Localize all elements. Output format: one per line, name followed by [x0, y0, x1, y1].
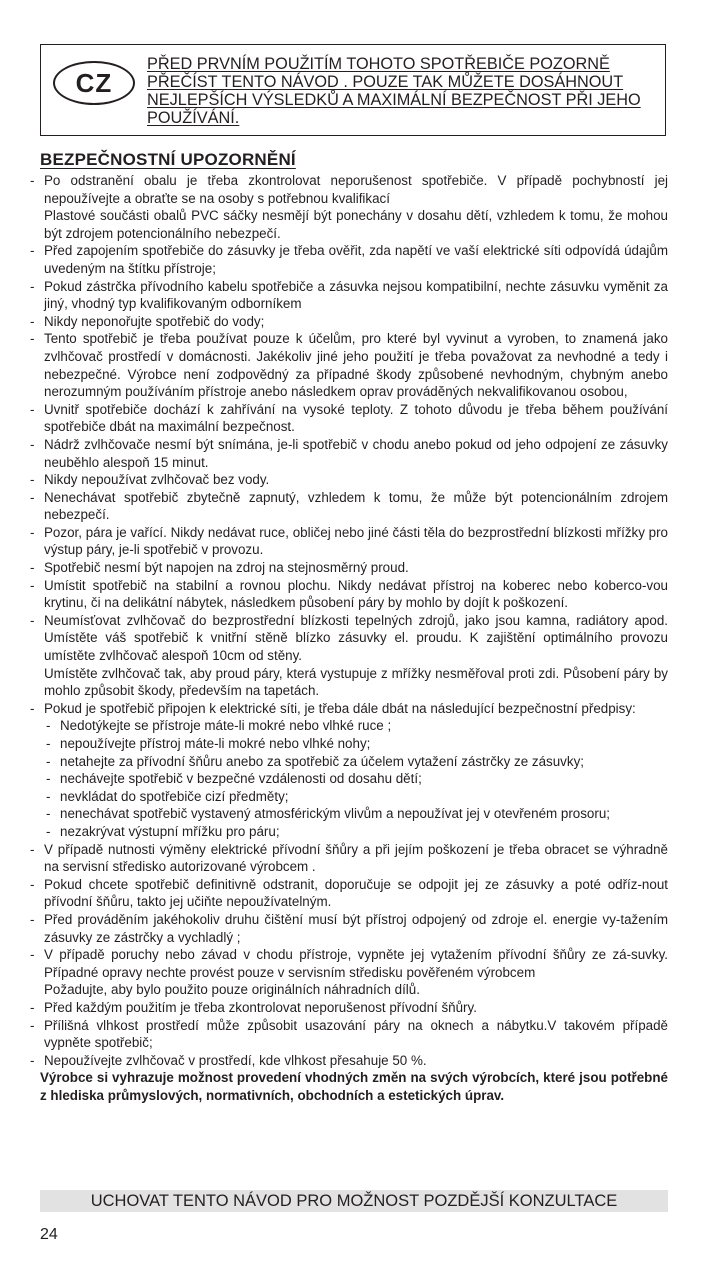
list-item: - Umístit spotřebič na stabilní a rovnou plochu. Nikdy nedávat přístroj na koberec nebo koberco-vou krytinu, či na delikátní nábytek, následkem působení páry by mohlo by dojít k poškození.	[28, 577, 668, 612]
language-badge: CZ	[53, 61, 135, 105]
sub-list-item: - nenechávat spotřebič vystavený atmosférickým vlivům a nepoužívat jej v otevřeném prosoru;	[28, 805, 668, 823]
list-item: - Před každým použitím je třeba zkontrolovat neporušenost přívodní šňůry.	[28, 999, 668, 1017]
list-item-continuation: Umístěte zvlhčovač tak, aby proud páry, která vystupuje z mřížky nesměřoval proti zdi. Působení páry by mohlo způsobit škody, především na tapetách.	[44, 665, 668, 699]
sub-list-item: - nechávejte spotřebič v bezpečné vzdálenosti od dosahu dětí;	[28, 770, 668, 788]
list-item: - Nenechávat spotřebič zbytečně zapnutý, vzhledem k tomu, že může být potencionálním zdrojem nebezpečí.	[28, 489, 668, 524]
header-line: PŘED PRVNÍM POUŽITÍM TOHOTO SPOTŘEBIČE POZORNĚ	[147, 55, 610, 73]
list-item: - Tento spotřebič je třeba používat pouze k účelům, pro které byl vyvinut a vyroben, to znamená jako zvlhčovač prostředí v domácnosti. Jakékoliv jiné jeho použití je třeba považovat za nevhodné a tedy i nebezpečné. Výrobce není zodpovědný za případné škody způsobené nevhodným, chybným anebo nerozumným používáním přístroje anebo následkem oprav provádĕných nekvalifikovanou osobou,	[28, 330, 668, 400]
section-title: BEZPEČNOSTNÍ UPOZORNĚNÍ	[40, 150, 296, 169]
safety-list	[28, 172, 668, 1104]
list-item: - Nikdy nepoužívat zvlhčovač bez vody.	[28, 471, 668, 489]
list-item-continuation: Plastové součásti obalů PVC sáčky nesmějí být ponechány v dosahu dětí, vzhledem k tomu, že mohou být zdrojem potencionálního nebezpečí.	[44, 208, 668, 241]
list-item: - Uvnitř spotřebiče dochází k zahřívání na vysoké teploty. Z tohoto důvodu je třeba během používání spotřebiče dbát na maximální bezpečnost.	[28, 401, 668, 436]
list-item: - Před zapojením spotřebiče do zásuvky je třeba ověřit, zda napětí ve vaší elektrické síti odpovídá údajům uvedeným na štítku přístroje;	[28, 242, 668, 277]
header-warning-text	[147, 55, 657, 127]
warning-header-box	[40, 44, 666, 136]
sub-list-item: - nepoužívejte přístroj máte-li mokré nebo vlhké nohy;	[28, 735, 668, 753]
list-item: - Pokud zástrčka přívodního kabelu spotřebiče a zásuvka nejsou kompatibilní, nechte zásuvku vyměnit za jiný, vhodný typ kvalifikovaným odborníkem	[28, 278, 668, 313]
list-item: - Nádrž zvlhčovače nesmí být snímána, je-li spotřebič v chodu anebo pokud od jeho odpojení ze zásuvky neuběhlo alespoň 15 minut.	[28, 436, 668, 471]
list-item: - Před prováděním jakéhokoliv druhu čištění musí být přístroj odpojený od zdroje el. energie vy-tažením zásuvky ze zástrčky a vychladlý ;	[28, 911, 668, 946]
closing-statement: Výrobce si vyhrazuje možnost provedení vhodných změn na svých výrobcích, které jsou potřebné z hlediska průmyslových, normativních, obchodních a estetických úprav.	[40, 1070, 668, 1103]
list-item: - Pozor, pára je vařící. Nikdy nedávat ruce, obličej nebo jiné části těla do bezprostřední blízkosti mřížky pro výstup páry, je-li spotřebič v provozu.	[28, 524, 668, 559]
list-item: - Nepoužívejte zvlhčovač v prostředí, kde vlhkost přesahuje 50 %.	[28, 1052, 668, 1070]
sub-list-item: - Nedotýkejte se přístroje máte-li mokré nebo vlhké ruce ;	[28, 717, 668, 735]
list-item: - Neumísťovat zvlhčovač do bezprostřední blízkosti tepelných zdrojů, jako jsou kamna, radiátory apod. Umístěte váš spotřebič k vnitřní stěně blízko zásuvky el. proudu. K zajištění optimálního provozu umístěte zvlhčovač alespoň 10cm od stěny.	[28, 612, 668, 665]
list-item: - Spotřebič nesmí být napojen na zdroj na stejnosměrný proud.	[28, 559, 668, 577]
sub-list-item: - netahejte za přívodní šňůru anebo za spotřebič za účelem vytažení zástrčky ze zásuvky;	[28, 753, 668, 771]
sub-list-item: - nezakrývat výstupní mřížku pro páru;	[28, 823, 668, 841]
list-item: - Nikdy neponořujte spotřebič do vody;	[28, 313, 668, 331]
list-item: - V případě poruchy nebo závad v chodu přístroje, vypněte jej vytažením přívodní šňůry ze zá-suvky. Případné opravy nechte provést pouze v servisním středisku pověřeném výrobcem	[28, 946, 668, 981]
footer-banner: UCHOVAT TENTO NÁVOD PRO MOŽNOST POZDĚJŠÍ KONZULTACE	[40, 1190, 668, 1212]
list-item-continuation: Požadujte, aby bylo použito pouze originálních náhradních dílů.	[44, 982, 420, 998]
page-number: 24	[40, 1226, 58, 1243]
list-item: - V případě nutnosti výměny elektrické přívodní šňůry a při jejím poškození je třeba obracet se výhradně na servisní středisko autorizované výrobcem .	[28, 841, 668, 876]
header-line: POUŽÍVÁNÍ.	[147, 109, 240, 127]
list-item: - Přílišná vlhkost prostředí může způsobit usazování páry na oknech a nábytku.V takovém případě vypněte spotřebič;	[28, 1017, 668, 1052]
list-item: - Pokud je spotřebič připojen k elektrické síti, je třeba dále dbát na následující bezpečnostní předpisy:	[28, 700, 668, 718]
header-line: NEJLEPŠÍCH VÝSLEDKŮ A MAXIMÁLNÍ BEZPEČNOST PŘI JEHO	[147, 91, 641, 109]
sub-list-item: - nevkládat do spotřebiče cizí předměty;	[28, 788, 668, 806]
list-item: - Pokud chcete spotřebič definitivně odstranit, doporučuje se odpojit jej ze zásuvky a poté odříz-nout přívodní šňůru, takto jej učiňte nepoužívatelným.	[28, 876, 668, 911]
header-line: PŘEČÍST TENTO NÁVOD . POUZE TAK MŮŽETE DOSÁHNOUT	[147, 73, 624, 91]
list-item: - Po odstranění obalu je třeba zkontrolovat neporušenost spotřebiče. V případě pochybností jej nepoužívejte a obraťte se na osoby s potřebnou kvalifikací	[28, 172, 668, 207]
